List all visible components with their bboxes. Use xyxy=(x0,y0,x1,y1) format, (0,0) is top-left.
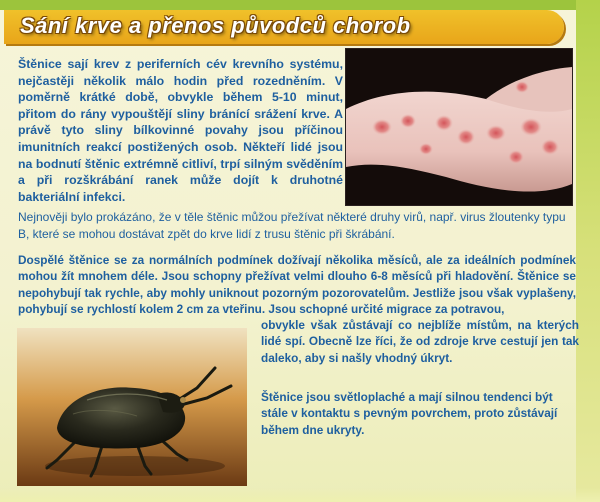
skin-bites-illustration xyxy=(346,49,572,205)
paragraph-lifespan-continued: obvykle však zůstávají co nejblíže místům, na kterých lidé spí. Obecně lze říci, že od zdroje krve cestují jen tak daleko, aby si našly vhodný úkryt. xyxy=(261,318,579,365)
bedbug-photo xyxy=(17,328,247,486)
paragraph-light-avoidance: Štěnice jsou světloplaché a mají silnou tendenci být stále v kontaktu s pevným povrchem, proto zůstávají během dne ukryty. xyxy=(261,390,558,437)
paragraph-viruses: Nejnověji bylo prokázáno, že v těle štěnic můžou přežívat některé druhy virů, např. virus žloutenky typu B, které se mohou dostávat zpět do krve lidí z trusu štěnic při škrábání. xyxy=(18,210,566,241)
footer-strip xyxy=(0,488,600,502)
bedbug-illustration xyxy=(17,328,247,486)
skin-bites-photo xyxy=(345,48,573,206)
page-title: Sání krve a přenos původců chorob xyxy=(20,13,411,38)
paragraph-lifespan: Dospělé štěnice se za normálních podmínek dožívají několika měsíců, ale za ideálních podmínek mohou žít mnohem déle. Jsou schopny přežívat velmi dlouho 6-8 měsíců při hladovění. Štěnice se nepohybují tak rychle, aby mohly uniknout pozorným pozorovatelům. Jestliže jsou však vyplašeny, pohybují se rychlostí kolem 2 cm za vteřinu. Jsou schopné určité migrace za potravou, xyxy=(18,253,576,316)
top-green-stripe xyxy=(0,0,600,10)
paragraph-blood-sucking: Štěnice sají krev z periferních cév krevního systému, nejčastěji několik málo hodin před rozedněním. V poměrně krátké době, obvykle během 5-10 minut, přitom do rány vypouštějí sliny bránící srážení krve. A právě tyto sliny bílkovinné povahy jsou příčinou imunitních reakcí postižených osob. Někteří lidé jsou na bodnutí štěnic extrémně citliví, trpí silným svěděním a při rozškrábání ranek může dojít k druhotné bakteriální infekci. xyxy=(18,57,343,204)
